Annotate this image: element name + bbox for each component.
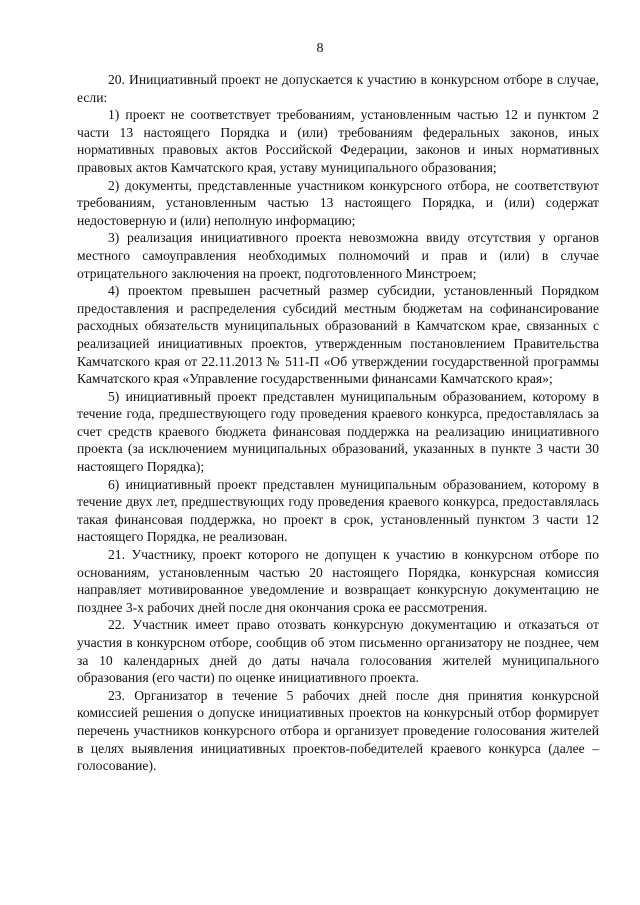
paragraph-20-item-1: 1) проект не соответствует требованиям, установленным частью 12 и пунктом 2 части 13 настоящего Порядка и (или) требованиям федеральных законов, иных нормативных правовых актов Российской Федерации, законов и иных нормативных правовых актов Камчатского края, уставу муниципального образования; xyxy=(77,107,599,175)
paragraph-20-item-5: 5) инициативный проект представлен муниципальным образованием, которому в течение года, предшествующего году проведения краевого конкурса, предоставлялась за счет средств краевого бюджета финансовая поддержка на реализацию инициативного проекта (за исключением муниципальных образований, указанных в пункте 3 части 30 настоящего Порядка); xyxy=(77,388,599,475)
paragraph-22: 22. Участник имеет право отозвать конкурсную документацию и отказаться от участия в конкурсном отборе, сообщив об этом письменно организатору не позднее, чем за 10 календарных дней до даты начала голосования жителей муниципального образования (его части) по оценке инициативного проекта. xyxy=(77,617,599,686)
paragraph-23: 23. Организатор в течение 5 рабочих дней после дня принятия конкурсной комиссией решения о допуске инициативных проектов на конкурсный отбор формирует перечень участников конкурсного отбора и организует проведение голосования жителей в целях выявления инициативных проектов-победителей краевого конкурса (далее – голосование). xyxy=(77,687,599,774)
page-number: 8 xyxy=(316,41,324,56)
paragraph-20-item-2: 2) документы, представленные участником конкурсного отбора, не соответствуют требованиям, установленным частью 13 настоящего Порядка, и (или) содержат недостоверную и (или) неполную информацию; xyxy=(77,177,599,228)
document-body xyxy=(77,71,599,775)
paragraph-20-item-6: 6) инициативный проект представлен муниципальным образованием, которому в течение двух лет, предшествующих году проведения краевого конкурса, предоставлялась такая финансовая поддержка, но проект в срок, установленный пунктом 3 части 12 настоящего Порядка, не реализован. xyxy=(77,476,599,545)
paragraph-20-item-4: 4) проектом превышен расчетный размер субсидии, установленный Порядком предоставления и распределения субсидий местным бюджетам на софинансирование расходных обязательств муниципальных образований в Камчатском крае, связанных с реализацией инициативных проектов, утвержденным постановлением Правительства Камчатского края от 22.11.2013 № 511-П «Об утверждении государственной программы Камчатского края «Управление государственными финансами Камчатского края»; xyxy=(77,283,599,387)
paragraph-21: 21. Участнику, проект которого не допущен к участию в конкурсном отборе по основаниям, установленным частью 20 настоящего Порядка, конкурсная комиссия направляет мотивированное уведомление и возвращает конкурсную документацию не позднее 3-х рабочих дней после дня окончания срока ее рассмотрения. xyxy=(77,547,599,615)
paragraph-20-item-3: 3) реализация инициативного проекта невозможна ввиду отсутствия у органов местного самоуправления необходимых полномочий и прав и (или) в случае отрицательного заключения на проект, подготовленного Минстроем; xyxy=(77,230,599,281)
paragraph-20-intro: 20. Инициативный проект не допускается к участию в конкурсном отборе в случае, если: xyxy=(77,72,599,105)
